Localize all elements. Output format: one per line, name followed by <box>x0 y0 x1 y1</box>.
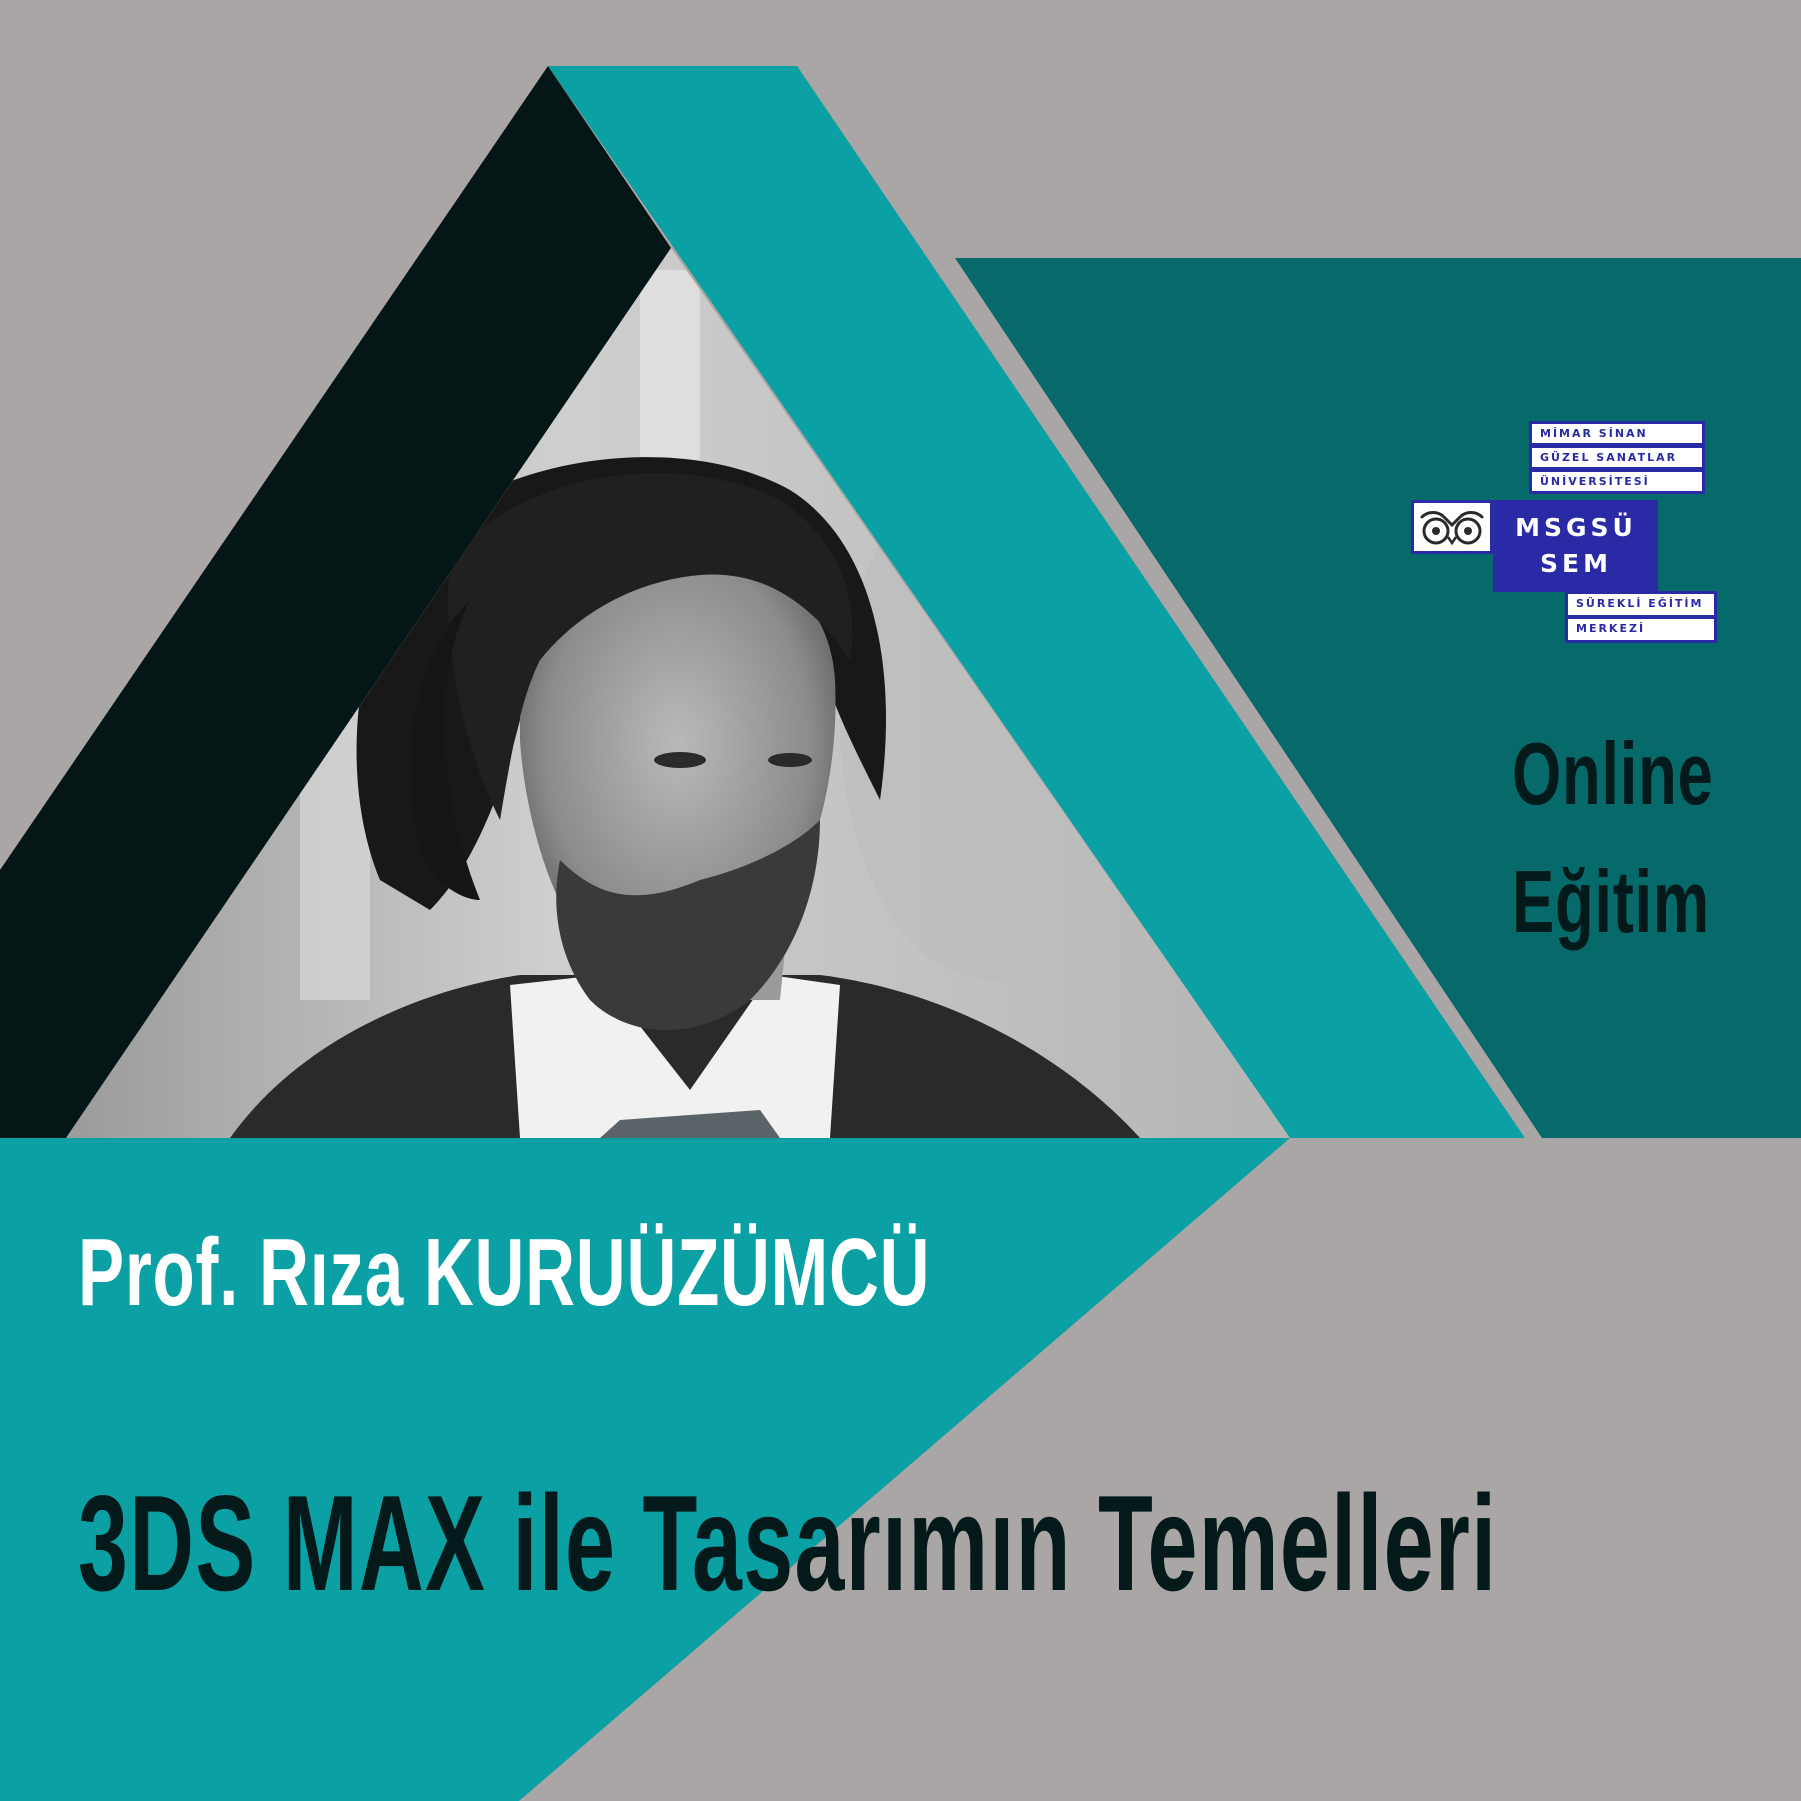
logo-university-line3: ÜNİVERSİTESİ <box>1529 469 1705 494</box>
owl-icon <box>1411 500 1493 554</box>
online-education-tag <box>1512 710 1713 966</box>
logo-center: SEM <box>1540 549 1612 578</box>
msgsu-sem-logo <box>1411 421 1717 643</box>
logo-university-line2: GÜZEL SANATLAR <box>1529 445 1705 470</box>
logo-acronym: MSGSÜ <box>1515 513 1637 542</box>
logo-center-line2: MERKEZİ <box>1565 616 1717 643</box>
logo-university-line1: MİMAR SİNAN <box>1529 421 1705 446</box>
logo-center-line1: SÜREKLİ EĞİTİM <box>1565 591 1717 618</box>
tag-line-egitim: Eğitim <box>1512 852 1710 951</box>
course-title: 3DS MAX ile Tasarımın Temelleri <box>78 1467 1498 1619</box>
tag-line-online: Online <box>1512 724 1714 823</box>
instructor-name: Prof. Rıza KURUÜZÜMCÜ <box>78 1219 931 1326</box>
